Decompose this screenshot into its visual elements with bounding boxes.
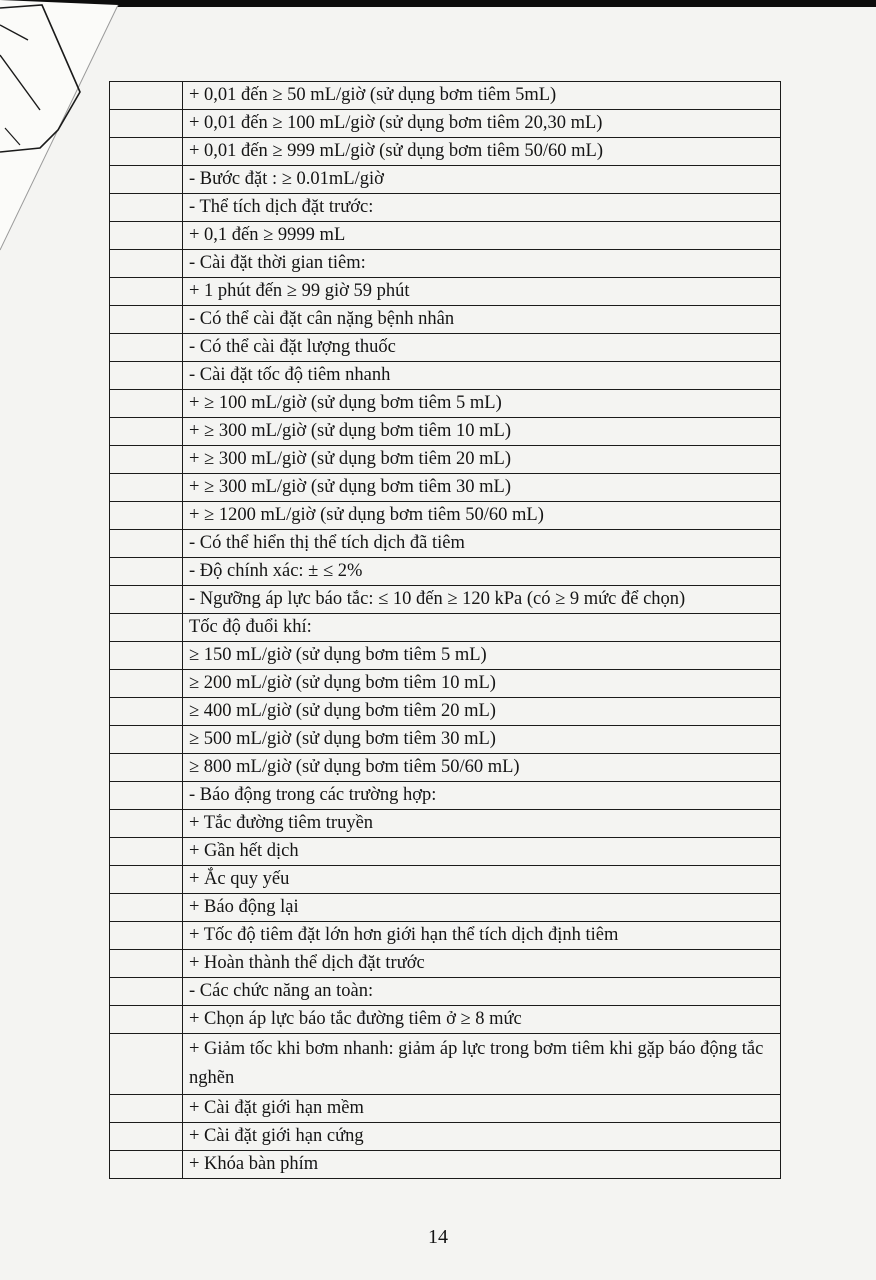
empty-cell <box>110 138 183 166</box>
spec-cell: + ≥ 300 mL/giờ (sử dụng bơm tiêm 30 mL) <box>183 474 781 502</box>
empty-cell <box>110 222 183 250</box>
empty-cell <box>110 362 183 390</box>
table-row <box>110 754 781 782</box>
spec-cell: - Ngưỡng áp lực báo tắc: ≤ 10 đến ≥ 120 kPa (có ≥ 9 mức để chọn) <box>183 586 781 614</box>
empty-cell <box>110 978 183 1006</box>
empty-cell <box>110 726 183 754</box>
empty-cell <box>110 502 183 530</box>
empty-cell <box>110 810 183 838</box>
spec-cell: + 0,01 đến ≥ 100 mL/giờ (sử dụng bơm tiêm 20,30 mL) <box>183 110 781 138</box>
spec-cell: ≥ 200 mL/giờ (sử dụng bơm tiêm 10 mL) <box>183 670 781 698</box>
spec-cell: + 0,01 đến ≥ 999 mL/giờ (sử dụng bơm tiêm 50/60 mL) <box>183 138 781 166</box>
spec-cell: + Tắc đường tiêm truyền <box>183 810 781 838</box>
empty-cell <box>110 642 183 670</box>
empty-cell <box>110 250 183 278</box>
empty-cell <box>110 866 183 894</box>
spec-cell: + ≥ 300 mL/giờ (sử dụng bơm tiêm 10 mL) <box>183 418 781 446</box>
table-row <box>110 418 781 446</box>
table-row <box>110 306 781 334</box>
table-row <box>110 670 781 698</box>
empty-cell <box>110 306 183 334</box>
table-row <box>110 1034 781 1095</box>
table-row <box>110 334 781 362</box>
table-row <box>110 726 781 754</box>
table-row <box>110 782 781 810</box>
spec-cell: - Độ chính xác: ± ≤ 2% <box>183 558 781 586</box>
empty-cell <box>110 446 183 474</box>
spec-cell: - Báo động trong các trường hợp: <box>183 782 781 810</box>
table-row <box>110 1095 781 1123</box>
spec-cell: - Cài đặt tốc độ tiêm nhanh <box>183 362 781 390</box>
empty-cell <box>110 82 183 110</box>
table-row <box>110 222 781 250</box>
table-row <box>110 166 781 194</box>
table-row <box>110 866 781 894</box>
table-row <box>110 446 781 474</box>
table-row <box>110 978 781 1006</box>
spec-cell: + Báo động lại <box>183 894 781 922</box>
spec-cell: + Chọn áp lực báo tắc đường tiêm ở ≥ 8 mức <box>183 1006 781 1034</box>
empty-cell <box>110 390 183 418</box>
empty-cell <box>110 586 183 614</box>
empty-cell <box>110 1006 183 1034</box>
empty-cell <box>110 1123 183 1151</box>
spec-cell: + ≥ 1200 mL/giờ (sử dụng bơm tiêm 50/60 mL) <box>183 502 781 530</box>
spec-cell: ≥ 150 mL/giờ (sử dụng bơm tiêm 5 mL) <box>183 642 781 670</box>
empty-cell <box>110 1151 183 1179</box>
spec-cell: + Gần hết dịch <box>183 838 781 866</box>
table-row <box>110 950 781 978</box>
table-row <box>110 614 781 642</box>
empty-cell <box>110 110 183 138</box>
table-row <box>110 642 781 670</box>
specification-table <box>109 81 781 1179</box>
empty-cell <box>110 1034 183 1095</box>
spec-cell: + ≥ 300 mL/giờ (sử dụng bơm tiêm 20 mL) <box>183 446 781 474</box>
spec-cell: + Giảm tốc khi bơm nhanh: giảm áp lực trong bơm tiêm khi gặp báo động tắc nghẽn <box>183 1034 781 1095</box>
table-row <box>110 894 781 922</box>
empty-cell <box>110 530 183 558</box>
table-row <box>110 586 781 614</box>
table-row <box>110 530 781 558</box>
table-row <box>110 390 781 418</box>
spec-cell: - Bước đặt : ≥ 0.01mL/giờ <box>183 166 781 194</box>
empty-cell <box>110 278 183 306</box>
spec-cell: + 1 phút đến ≥ 99 giờ 59 phút <box>183 278 781 306</box>
spec-cell: - Có thể hiển thị thể tích dịch đã tiêm <box>183 530 781 558</box>
empty-cell <box>110 950 183 978</box>
spec-cell: - Các chức năng an toàn: <box>183 978 781 1006</box>
table-row <box>110 1151 781 1179</box>
spec-cell: ≥ 500 mL/giờ (sử dụng bơm tiêm 30 mL) <box>183 726 781 754</box>
spec-cell: + Tốc độ tiêm đặt lớn hơn giới hạn thể tích dịch định tiêm <box>183 922 781 950</box>
empty-cell <box>110 334 183 362</box>
table-row <box>110 1123 781 1151</box>
spec-cell: + Khóa bàn phím <box>183 1151 781 1179</box>
table-row <box>110 278 781 306</box>
empty-cell <box>110 922 183 950</box>
table-row <box>110 698 781 726</box>
empty-cell <box>110 1095 183 1123</box>
table-row <box>110 138 781 166</box>
spec-cell: + Cài đặt giới hạn cứng <box>183 1123 781 1151</box>
spec-cell: - Có thể cài đặt lượng thuốc <box>183 334 781 362</box>
empty-cell <box>110 670 183 698</box>
table-row <box>110 110 781 138</box>
spec-cell: - Có thể cài đặt cân nặng bệnh nhân <box>183 306 781 334</box>
empty-cell <box>110 474 183 502</box>
table-row <box>110 558 781 586</box>
spec-cell: ≥ 400 mL/giờ (sử dụng bơm tiêm 20 mL) <box>183 698 781 726</box>
empty-cell <box>110 194 183 222</box>
spec-cell: ≥ 800 mL/giờ (sử dụng bơm tiêm 50/60 mL) <box>183 754 781 782</box>
spec-cell: - Cài đặt thời gian tiêm: <box>183 250 781 278</box>
table-row <box>110 502 781 530</box>
table-row <box>110 250 781 278</box>
spec-cell: + Ắc quy yếu <box>183 866 781 894</box>
spec-cell: - Thể tích dịch đặt trước: <box>183 194 781 222</box>
empty-cell <box>110 614 183 642</box>
empty-cell <box>110 754 183 782</box>
empty-cell <box>110 166 183 194</box>
page-number: 14 <box>428 1226 448 1248</box>
table-row <box>110 82 781 110</box>
empty-cell <box>110 418 183 446</box>
spec-cell: + 0,01 đến ≥ 50 mL/giờ (sử dụng bơm tiêm 5mL) <box>183 82 781 110</box>
spec-cell: + ≥ 100 mL/giờ (sử dụng bơm tiêm 5 mL) <box>183 390 781 418</box>
spec-cell: + 0,1 đến ≥ 9999 mL <box>183 222 781 250</box>
table-row <box>110 194 781 222</box>
table-row <box>110 838 781 866</box>
empty-cell <box>110 698 183 726</box>
table-row <box>110 922 781 950</box>
table-row <box>110 362 781 390</box>
spec-cell: + Cài đặt giới hạn mềm <box>183 1095 781 1123</box>
empty-cell <box>110 558 183 586</box>
empty-cell <box>110 782 183 810</box>
table-row <box>110 1006 781 1034</box>
table-row <box>110 810 781 838</box>
empty-cell <box>110 838 183 866</box>
spec-cell: Tốc độ đuổi khí: <box>183 614 781 642</box>
empty-cell <box>110 894 183 922</box>
table-row <box>110 474 781 502</box>
spec-cell: + Hoàn thành thể dịch đặt trước <box>183 950 781 978</box>
